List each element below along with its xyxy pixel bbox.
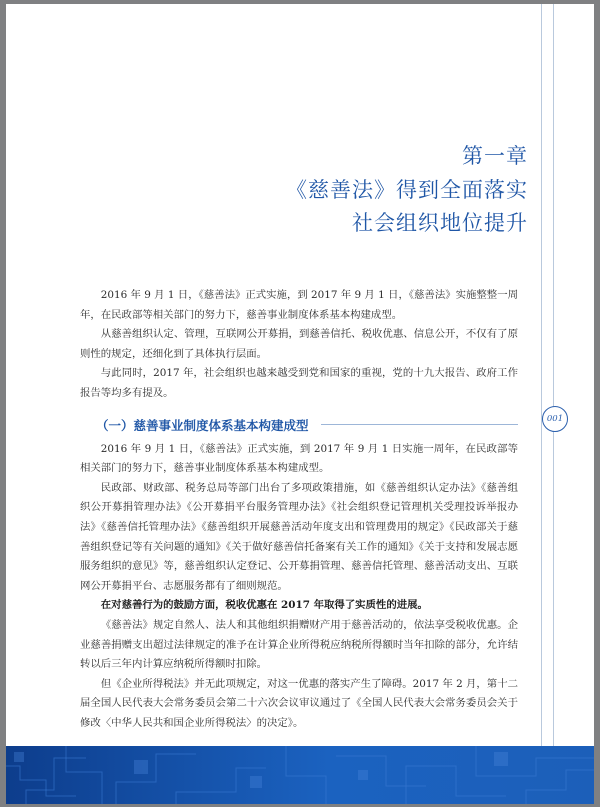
paragraph: 2016 年 9 月 1 日，《慈善法》正式实施，到 2017 年 9 月 1 日，《慈善法》实施整整一周年，在民政部等相关部门的努力下，慈善事业制度体系基本构建成型。 [80, 289, 518, 321]
paragraph: 从慈善组织认定、管理，互联网公开募捐，到慈善信托、税收优惠、信息公开，不仅有了原则性的规定，还细化到了具体执行层面。 [80, 328, 518, 360]
page-number-badge [542, 406, 568, 432]
chapter-title-line1: 《慈善法》得到全面落实 [286, 178, 528, 202]
bold-paragraph: 在对慈善行为的鼓励方面，税收优惠在 2017 年取得了实质性的进展。 [100, 599, 428, 612]
section-title: （一）慈善事业制度体系基本构建成型 [96, 417, 309, 433]
margin-rule-right [553, 4, 554, 746]
body-text [80, 286, 518, 733]
chapter-title-line2: 社会组织地位提升 [352, 211, 528, 235]
paragraph: 与此同时，2017 年，社会组织也越来越受到党和国家的重视，党的十九大报告、政府工作报告等均多有提及。 [80, 367, 518, 399]
chapter-number: 第一章 [462, 144, 528, 168]
footer-band [6, 746, 594, 804]
paragraph: 2016 年 9 月 1 日，《慈善法》正式实施，到 2017 年 9 月 1 日实施一周年，在民政部等相关部门的努力下，慈善事业制度体系基本构建成型。 [80, 442, 518, 475]
paragraph: 但《企业所得税法》并无此项规定，对这一优惠的落实产生了障碍。2017 年 2 月，第十二届全国人民代表大会常务委员会第二十六次会议审议通过了《全国人民代表大会常务委员会关于修改〈中华人民共和国企业所得税法〉的决定》。 [80, 677, 518, 729]
page-number: 001 [546, 414, 564, 424]
document-page [6, 4, 594, 804]
margin-rule-left [541, 4, 542, 746]
section-heading [80, 416, 518, 434]
paragraph: 《慈善法》规定自然人、法人和其他组织捐赠财产用于慈善活动的，依法享受税收优惠。企业慈善捐赠支出超过法律规定的准予在计算企业所得税应纳税所得额时当年扣除的部分，允许结转以后三年内计算应纳税所得额时扣除。 [80, 618, 518, 671]
section-rule [321, 424, 518, 425]
footer-pattern [6, 746, 594, 804]
paragraph: 民政部、财政部、税务总局等部门出台了多项政策措施，如《慈善组织认定办法》《慈善组织公开募捐管理办法》《公开募捐平台服务管理办法》《社会组织登记管理机关受理投诉举报办法》《慈善信托管理办法》《慈善组织开展慈善活动年度支出和管理费用的规定》《民政部关于慈善组织登记等有关问题的通知》《关于做好慈善信托备案有关工作的通知》《关于支持和发展志愿服务组织的意见》等，慈善组织认定登记、公开募捐管理、慈善信托管理、慈善活动支出、互联网公开募捐平台、志愿服务都有了细则规范。 [80, 481, 518, 592]
